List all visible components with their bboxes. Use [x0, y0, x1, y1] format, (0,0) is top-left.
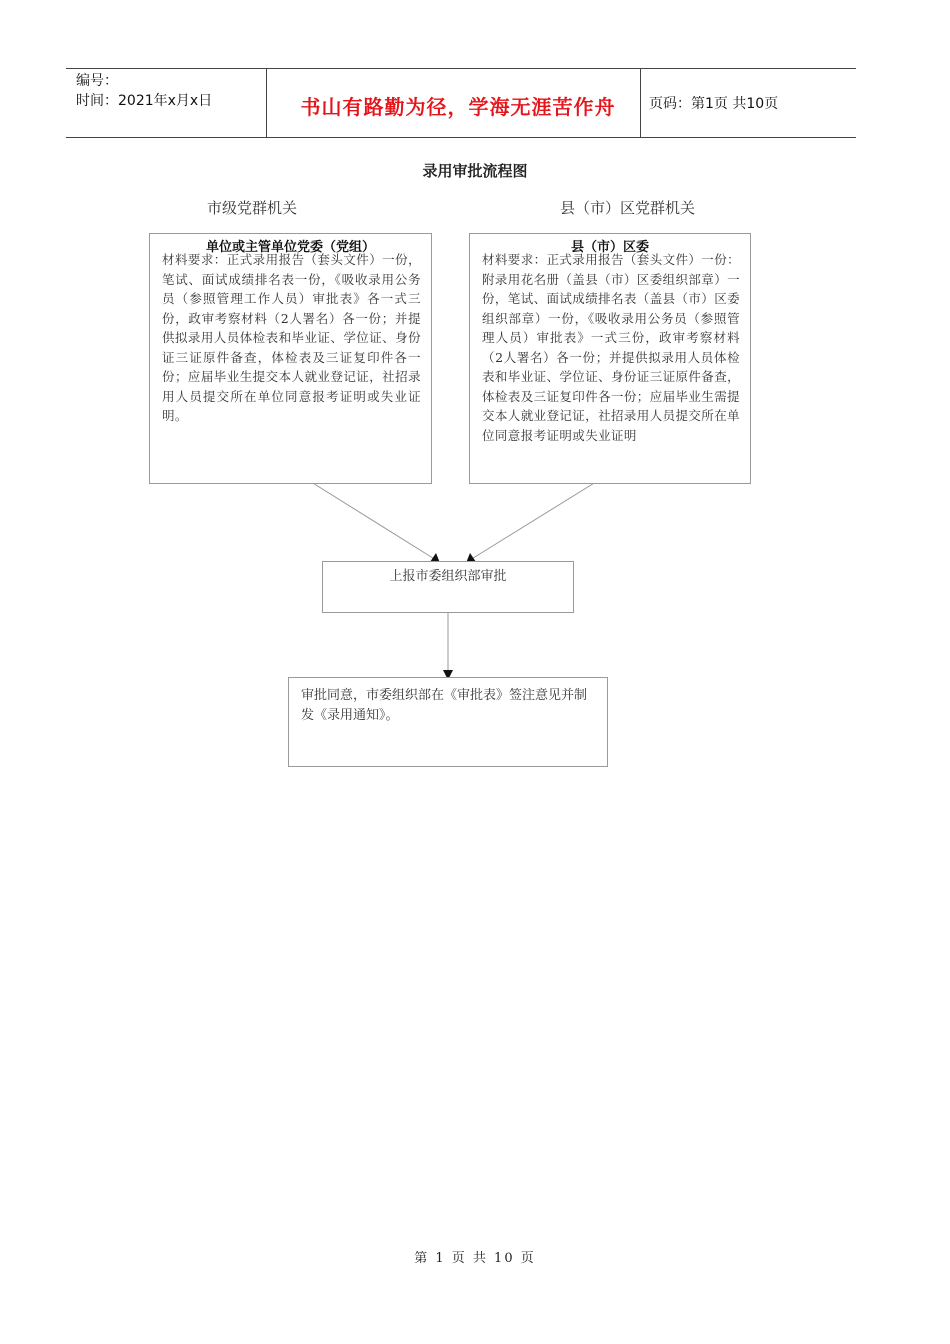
document-time: 时间：2021年x月x日 — [76, 93, 213, 109]
final-box-text: 审批同意，市委组织部在《审批表》签注意见并制发《录用通知》。 — [301, 688, 588, 723]
right-box-body: 材料要求：正式录用报告（套头文件）一份：附录用花名册（盖县（市）区委组织部章）一份，笔试、面试成绩排名表（盖县（市）区委组织部章）一份，《吸收录用公务员（参照管理人员）审批表》一式三份，政审考察材料（2人署名）各一份；并提供拟录用人员体检表和毕业证、学位证、身份证三证原件备查，体检表及三证复印件各一份；应届毕业生需提交本人就业登记证，社招录用人员提交所在单位同意报考证明或失业证明 — [482, 252, 741, 443]
left-column-title: 市级党群机关 — [207, 199, 298, 217]
left-box-body: 材料要求：正式录用报告（套头文件）一份，笔试、面试成绩排名表一份，《吸收录用公务员（参照管理工作人员）审批表》各一式三份，政审考察材料（2人署名）各一份；并提供拟录用人员体检表和毕业证、学位证、身份证三证原件备查，体检表及三证复印件各一份；应届毕业生提交本人就业登记证，社招录用人员提交所在单位同意报考证明或失业证明。 — [162, 252, 421, 423]
document-number-label: 编号： — [76, 73, 118, 89]
middle-box-text: 上报市委组织部审批 — [389, 569, 507, 584]
page-title: 录用审批流程图 — [422, 162, 528, 180]
left-box-heading: 单位或主管单位党委（党组） — [205, 240, 375, 255]
header-motto: 书山有路勤为径，学海无涯苦作舟 — [300, 95, 616, 119]
right-flow-box — [469, 233, 751, 484]
left-flow-box — [149, 233, 432, 484]
middle-flow-box — [322, 561, 574, 613]
connector-right — [470, 472, 612, 560]
right-box-heading: 县（市）区委 — [570, 240, 649, 255]
page-footer: 第 1 页 共 10 页 — [414, 1251, 536, 1266]
final-flow-box — [288, 677, 608, 767]
header-page-code: 页码：第1页 共10页 — [649, 96, 779, 112]
right-column-title: 县（市）区党群机关 — [560, 199, 696, 217]
